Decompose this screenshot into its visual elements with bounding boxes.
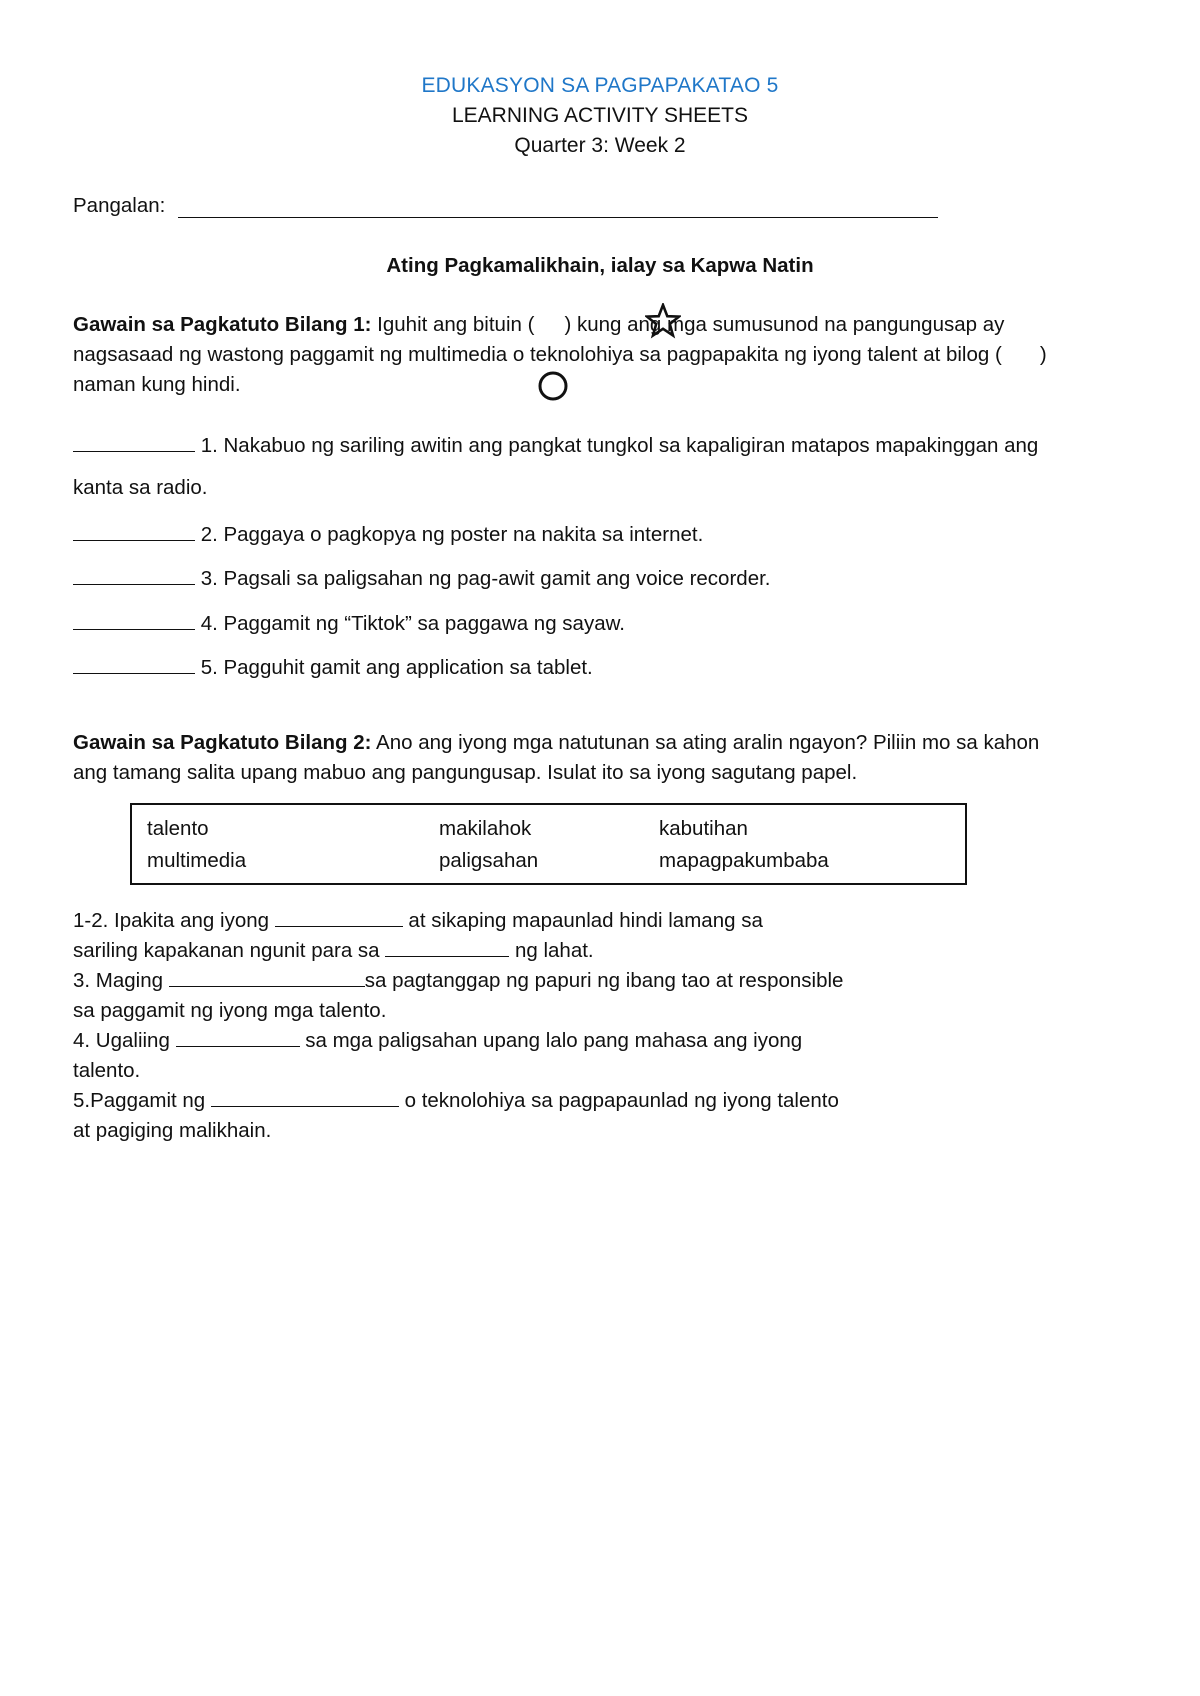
answer-blank[interactable] — [73, 611, 195, 630]
activity1-intro-b: ) kung ang mga sumusunod na pangungusap ay — [564, 313, 1005, 336]
list-item: 4. Paggamit ng “Tiktok” sa paggawa ng sayaw. — [73, 611, 625, 636]
list-item: 1. Nakabuo ng sariling awitin ang pangkat tungkol sa kapaligiran matapos mapakinggan ang — [73, 433, 1038, 458]
list-item: 2. Paggaya o pagkopya ng poster na nakita sa internet. — [73, 522, 703, 547]
activity1-line2: nagsasaad ng wastong paggamit ng multimedia o teknolohiya sa pagpapakita ng iyong talent at bilog ( — [73, 343, 1002, 366]
answer-blank[interactable] — [73, 566, 195, 585]
activity1-label: Gawain sa Pagkatuto Bilang 1: — [73, 313, 372, 336]
activity2-label: Gawain sa Pagkatuto Bilang 2: — [73, 731, 372, 754]
word-bank-item: multimedia — [147, 849, 247, 872]
activity1-intro-a: Iguhit ang bituin ( — [371, 313, 535, 336]
answer-blank[interactable] — [176, 1028, 300, 1047]
activity2-instructions — [73, 728, 1133, 788]
activity2-questions: 1-2. Ipakita ang iyong at sikaping mapaunlad hindi lamang sa sariling kapakanan ngunit para sa ng lahat. 3. Maging sa pagtanggap ng papuri ng ibang tao at responsible sa paggamit ng iyong mga talento. 4. Ugaliing sa mga paligsahan upang lalo pang mahasa ang iyong talento. 5.Paggamit ng o teknolohiya sa pagpapaunlad ng iyong talento at pagiging malikhain. — [73, 909, 844, 1142]
star-icon — [645, 303, 681, 339]
activity2-intro: Ano ang iyong mga natutunan sa ating aralin ngayon? Piliin mo sa kahon — [371, 731, 1040, 754]
quarter-label: Quarter 3: Week 2 — [514, 134, 686, 157]
name-blank — [178, 217, 938, 218]
activity1-line3: naman kung hindi. — [73, 373, 241, 396]
answer-blank[interactable] — [73, 522, 195, 541]
sheet-title: LEARNING ACTIVITY SHEETS — [451, 104, 749, 127]
list-item: 3. Pagsali sa paligsahan ng pag-awit gamit ang voice recorder. — [73, 566, 770, 591]
word-bank-item: mapagpakumbaba — [659, 849, 829, 872]
word-bank-item: kabutihan — [659, 817, 748, 840]
answer-blank[interactable] — [73, 433, 195, 452]
list-item-continuation: kanta sa radio. — [73, 476, 208, 499]
circle-icon — [536, 369, 570, 403]
word-bank-item: makilahok — [439, 817, 532, 840]
activity2-intro2: ang tamang salita upang mabuo ang pangungusap. Isulat ito sa iyong sagutang papel. — [73, 761, 858, 784]
answer-blank[interactable] — [73, 655, 195, 674]
answer-blank[interactable] — [385, 938, 509, 957]
answer-blank[interactable] — [211, 1088, 399, 1107]
name-label: Pangalan: — [73, 194, 166, 217]
activity1-instructions — [73, 310, 1133, 400]
word-bank-item: talento — [147, 817, 209, 840]
activity1-line2-end: ) — [1039, 343, 1047, 366]
list-item: 5. Pagguhit gamit ang application sa tablet. — [73, 655, 593, 680]
word-bank-box — [130, 803, 967, 885]
subject-title: EDUKASYON SA PAGPAPAKATAO 5 — [421, 74, 779, 97]
word-bank-item: paligsahan — [439, 849, 539, 872]
answer-blank[interactable] — [169, 968, 365, 987]
answer-blank[interactable] — [275, 908, 403, 927]
lesson-title: Ating Pagkamalikhain, ialay sa Kapwa Natin — [386, 254, 814, 277]
